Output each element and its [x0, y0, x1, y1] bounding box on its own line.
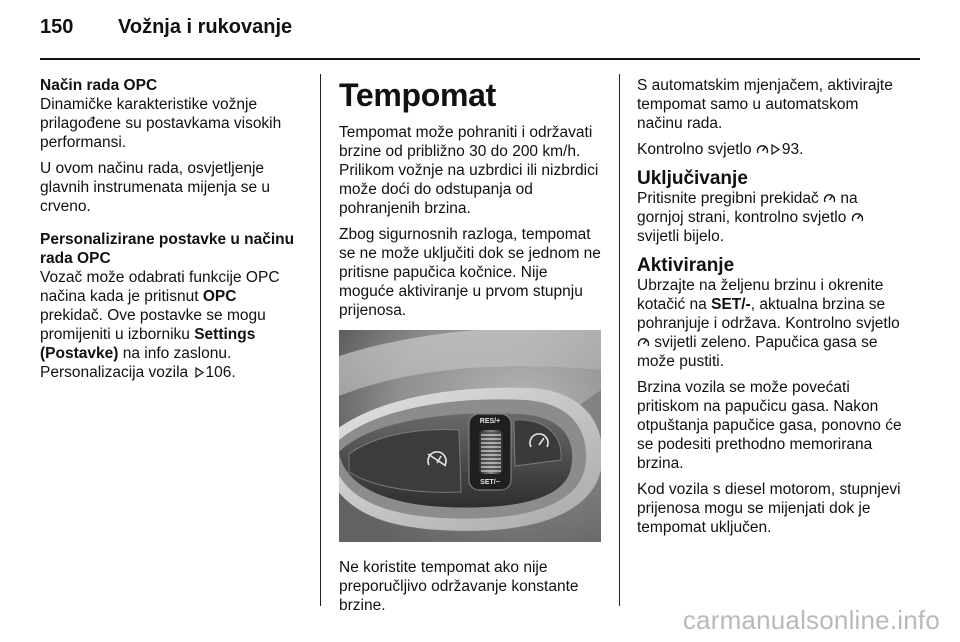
- watermark: carmanualsonline.info: [682, 605, 940, 635]
- cruise-control-icon: [851, 211, 864, 223]
- page-title: Vožnja i rukovanje: [118, 16, 293, 38]
- text-run: Ubrzajte na željenu brzinu i okrenite kotačić na: [637, 277, 884, 313]
- subheading-personalized-settings: Personalizirane postavke u načinu rada OPC: [40, 231, 295, 267]
- paragraph: Brzina vozila se može povećati pritiskom na papučicu gasa. Nakon otpuštanja papučice gasa, ponovno će se podesiti prethodno memorirana brzina.: [637, 379, 902, 472]
- paragraph: Zbog sigurnosnih razloga, tempomat se ne može uključiti dok se jednom ne pritisne papučica kočnice. Nije moguće aktiviranje u prvom stupnju prijenosa.: [339, 226, 601, 319]
- text-run: na info zaslonu. Personalizacija vozila: [40, 345, 232, 381]
- text-run: svijetli bijelo.: [637, 228, 725, 245]
- text-run: Kontrolno svjetlo: [637, 141, 756, 158]
- paragraph: [40, 268, 298, 382]
- section-heading-ukljucivanje: Uključivanje: [637, 168, 748, 189]
- section-heading-tempomat: Tempomat: [339, 77, 497, 113]
- text-run: , aktualna brzina se pohranjuje i održava. Kontrolno svjetlo: [637, 296, 900, 332]
- paragraph: Tempomat može pohraniti i održavati brzine od približno 30 do 200 km/h. Prilikom vožnje na uzbrdici ili nizbrdici može doći do odstupanja od pohranjenih brzina.: [339, 124, 599, 217]
- paragraph: S automatskim mjenjačem, aktivirajte tempomat samo u automatskom načinu rada.: [637, 77, 893, 132]
- res-label: RES/+: [479, 418, 501, 425]
- paragraph: Ne koristite tempomat ako nije preporučljivo održavanje konstante brzine.: [339, 559, 579, 614]
- page-header: [40, 16, 292, 50]
- page-reference: 93.: [781, 141, 804, 158]
- cruise-control-icon: [823, 192, 836, 204]
- subheading-opc-mode: Način rada OPC: [40, 77, 158, 94]
- steering-wheel-controls-photo: [339, 330, 601, 542]
- section-heading-aktiviranje: Aktiviranje: [637, 255, 735, 276]
- text-run: svijetli zeleno. Papučica gasa se može pustiti.: [637, 334, 878, 370]
- bold-text-opc: OPC: [202, 288, 237, 305]
- text-run: prekidač. Ove postavke se mogu promijeniti u izborniku: [40, 307, 266, 343]
- page-reference-icon: [195, 367, 204, 378]
- page-reference-icon: [771, 144, 780, 155]
- column-left: [40, 76, 298, 389]
- paragraph: U ovom načinu rada, osvjetljenje glavnih instrumenata mijenja se u crveno.: [40, 160, 271, 215]
- page-number: 150: [40, 16, 74, 38]
- set-label: SET/−: [480, 479, 500, 486]
- text-run: Pritisnite pregibni prekidač: [637, 190, 824, 207]
- column-divider: [320, 74, 321, 606]
- bold-text-settings: Settings (Postavke): [40, 326, 256, 362]
- cruise-control-icon: [756, 143, 769, 155]
- paragraph: Kod vozila s diesel motorom, stupnjevi prijenosa mogu se mijenjati dok je tempomat uključen.: [637, 481, 901, 536]
- paragraph: [637, 189, 907, 246]
- header-rule: [40, 58, 920, 60]
- page-reference: 106.: [205, 364, 236, 381]
- bold-text-set: SET/-: [711, 296, 751, 313]
- column-divider: [619, 74, 620, 606]
- paragraph: [637, 276, 907, 371]
- paragraph: Dinamičke karakteristike vožnje prilagođene su postavkama visokih performansi.: [40, 96, 282, 151]
- text-run: na gornjoj strani, kontrolno svjetlo: [637, 190, 858, 226]
- text-run: Vozač može odabrati funkcije OPC načina kada je pritisnut: [40, 269, 280, 305]
- column-right: [637, 76, 907, 544]
- cruise-control-icon: [637, 336, 650, 348]
- column-middle: [339, 76, 601, 622]
- paragraph: [637, 140, 907, 159]
